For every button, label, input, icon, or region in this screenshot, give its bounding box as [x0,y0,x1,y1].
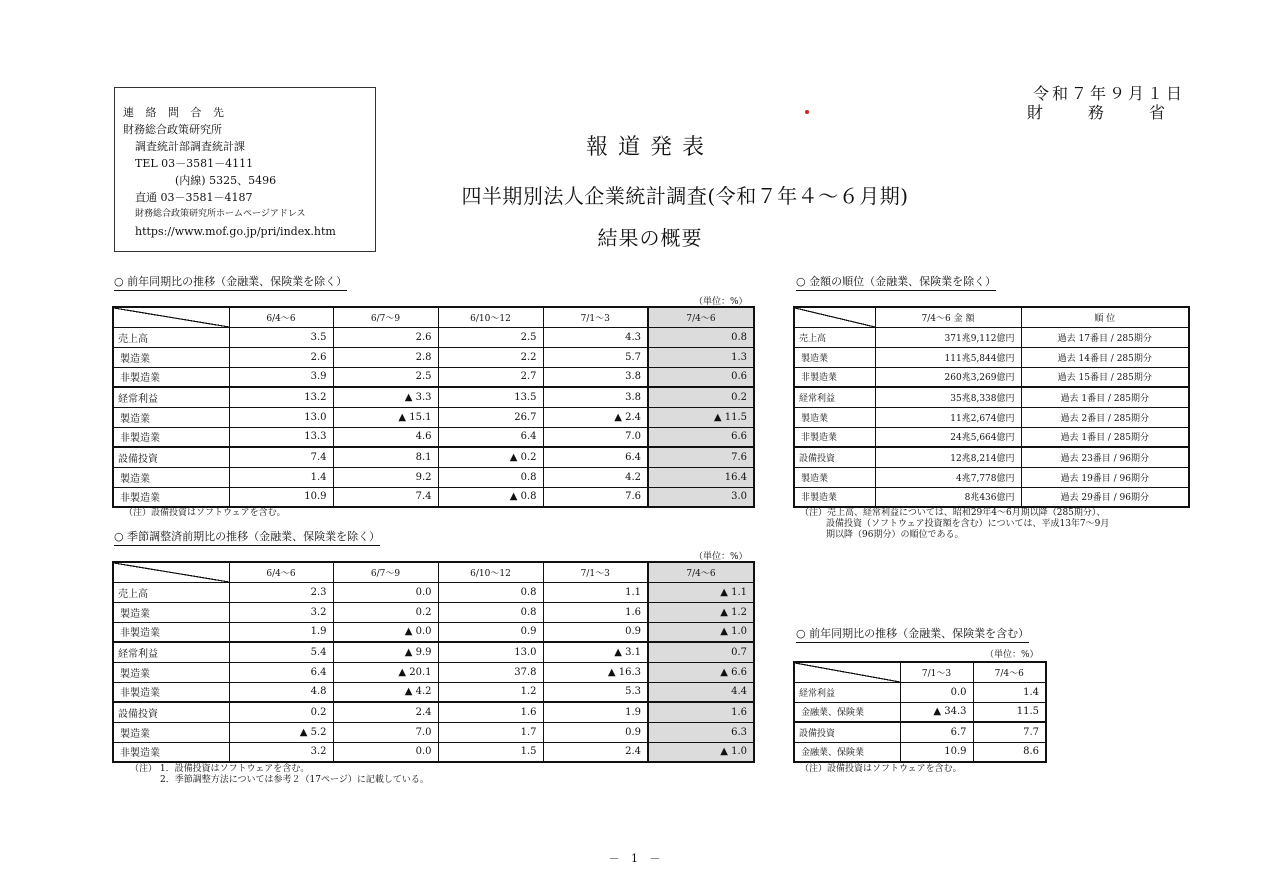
column-header-latest: 7/4～6 [648,307,754,327]
table-row [794,722,1046,742]
cell: 10.9 [900,742,973,762]
cell: 5.7 [543,347,648,367]
rank-cell: 過去 1番目 / 285期分 [1021,387,1189,407]
cell: 6.4 [543,447,648,467]
cell: 4.3 [543,327,648,347]
cell: 0.8 [438,602,543,622]
row-label: 金融業、保険業 [794,742,900,762]
row-label: 設備投資 [113,702,229,722]
table-header-row [794,307,1189,327]
column-header: 7/1～3 [543,307,648,327]
column-header: 7/1～3 [900,662,973,682]
cell: 13.0 [229,407,333,427]
cell-latest: 4.4 [648,682,754,702]
rank-cell: 過去 23番目 / 96期分 [1021,447,1189,467]
table2-note-1: （注） 1．設備投資はソフトウェアを含む。 [130,764,310,774]
amount-cell: 24兆5,664億円 [875,427,1021,447]
table-row [794,407,1189,427]
column-header: 6/7～9 [333,307,438,327]
table-row [113,742,754,762]
cell-latest: ▲ 1.0 [648,622,754,642]
row-label: 非製造業 [113,427,229,447]
cell-latest: 6.6 [648,427,754,447]
date-block [975,84,1185,122]
table-row [113,367,754,387]
table-row [113,487,754,507]
cell-latest: 1.3 [648,347,754,367]
row-label: 設備投資 [113,447,229,467]
cell: 7.7 [973,722,1046,742]
cell: 9.2 [333,467,438,487]
row-label: 非製造業 [113,487,229,507]
table-row [113,582,754,602]
row-label: 製造業 [113,347,229,367]
column-header: 7/4～6 [973,662,1046,682]
row-label: 設備投資 [794,447,875,467]
survey-title: 四半期別法人企業統計調査(令和７年４～６月期) [461,184,909,208]
cell: 0.9 [438,622,543,642]
cell: 0.0 [900,682,973,702]
cell-latest: ▲ 11.5 [648,407,754,427]
cell: 26.7 [438,407,543,427]
cell: 10.9 [229,487,333,507]
cell-latest: 1.6 [648,702,754,722]
cell: 4.2 [543,467,648,487]
contact-org: 財務総合政策研究所 [123,123,222,136]
cell: ▲ 15.1 [333,407,438,427]
amount-cell: 35兆8,338億円 [875,387,1021,407]
cell-latest: ▲ 6.6 [648,662,754,682]
cell: 2.3 [229,582,333,602]
cell: 0.9 [543,622,648,642]
corner-cell [794,662,900,682]
table2-note-2: 2．季節調整方法については参考２（17ページ）に記載している。 [160,775,429,785]
cell: 1.5 [438,742,543,762]
cell: 2.5 [333,367,438,387]
table-row [113,662,754,682]
cell: 2.4 [333,702,438,722]
table-row [794,347,1189,367]
cell: ▲ 34.3 [900,702,973,722]
row-label: 設備投資 [794,722,900,742]
cell: ▲ 9.9 [333,642,438,662]
cell: 1.9 [229,622,333,642]
table3-note-1: （注）売上高、経常利益については、昭和29年4～6月期以降（285期分）、 [800,508,1106,518]
table-row [113,387,754,407]
rank-cell: 過去 15番目 / 285期分 [1021,367,1189,387]
table3-note-2: 設備投資（ソフトウェア投資額を含む）については、平成13年7～9月 [826,519,1110,529]
cell: 7.0 [543,427,648,447]
cell: 11.5 [973,702,1046,722]
row-label: 売上高 [113,327,229,347]
cell: ▲ 20.1 [333,662,438,682]
row-label: 非製造業 [113,682,229,702]
cell: 1.4 [229,467,333,487]
cell: ▲ 4.2 [333,682,438,702]
table4-yoy-incl-finance [793,661,1047,763]
cell: ▲ 0.2 [438,447,543,467]
row-label: 非製造業 [794,427,875,447]
row-label: 製造業 [113,662,229,682]
table-row [113,447,754,467]
cell: 1.9 [543,702,648,722]
cell: 6.4 [438,427,543,447]
cell: 3.8 [543,387,648,407]
cell: 3.2 [229,742,333,762]
red-dot-mark [805,110,809,114]
cell: 1.1 [543,582,648,602]
cell: 3.2 [229,602,333,622]
table-row [113,622,754,642]
table-row [113,327,754,347]
table2-title: ○ 季節調整済前期比の推移（金融業、保険業を除く） [114,530,380,546]
cell: 0.8 [438,582,543,602]
cell-latest: 6.3 [648,722,754,742]
table-row [794,367,1189,387]
column-header: 7/1～3 [543,562,648,582]
table-row [113,407,754,427]
table-row [794,387,1189,407]
column-header-latest: 7/4～6 [648,562,754,582]
cell: 7.0 [333,722,438,742]
amount-cell: 12兆8,214億円 [875,447,1021,467]
cell-latest: 7.6 [648,447,754,467]
cell: 7.4 [333,487,438,507]
table-row [794,702,1046,722]
rank-cell: 過去 14番目 / 285期分 [1021,347,1189,367]
amount-cell: 260兆3,269億円 [875,367,1021,387]
table1-unit: （単位：%） [694,297,748,307]
cell: 0.0 [333,742,438,762]
cell: ▲ 16.3 [543,662,648,682]
row-label: 製造業 [794,467,875,487]
row-label: 売上高 [794,327,875,347]
contact-extension: (内線) 5325、5496 [175,174,277,187]
table-row [794,487,1189,507]
row-label: 非製造業 [794,487,875,507]
row-label: 非製造業 [794,367,875,387]
cell: 2.6 [229,347,333,367]
rank-cell: 過去 19番目 / 96期分 [1021,467,1189,487]
press-release-title: 報道発表 [585,135,714,160]
cell: 1.4 [973,682,1046,702]
table-row [794,447,1189,467]
corner-cell [794,307,875,327]
table1-note: （注）設備投資はソフトウェアを含む。 [124,508,286,518]
cell: 0.2 [333,602,438,622]
table-row [113,347,754,367]
column-header: 6/4～6 [229,562,333,582]
cell: 8.6 [973,742,1046,762]
cell: 7.4 [229,447,333,467]
cell: 13.0 [438,642,543,662]
cell: 5.4 [229,642,333,662]
table4-title: ○ 前年同期比の推移（金融業、保険業を含む） [796,627,1029,643]
table3-title: ○ 金額の順位（金融業、保険業を除く） [796,275,996,291]
column-header: 6/10～12 [438,562,543,582]
table-header-row [113,562,754,582]
cell: 6.7 [900,722,973,742]
cell-latest: 3.0 [648,487,754,507]
release-date: 令和７年９月１日 [1032,84,1185,103]
row-label: 製造業 [113,722,229,742]
column-header: 6/4～6 [229,307,333,327]
cell: 4.8 [229,682,333,702]
table-row [794,427,1189,447]
cell: 0.0 [333,582,438,602]
table2-seasonally-adjusted [112,561,755,763]
cell: 5.3 [543,682,648,702]
cell-latest: 0.7 [648,642,754,662]
table3-amount-rank [793,306,1190,508]
corner-cell [113,562,229,582]
row-label: 製造業 [113,467,229,487]
table-row [794,682,1046,702]
rank-cell: 過去 17番目 / 285期分 [1021,327,1189,347]
cell: 1.7 [438,722,543,742]
table1-title: ○ 前年同期比の推移（金融業、保険業を除く） [114,275,347,291]
cell: 2.8 [333,347,438,367]
table-row [794,467,1189,487]
table-row [794,327,1189,347]
row-label: 非製造業 [113,742,229,762]
table-row [113,467,754,487]
rank-cell: 過去 29番目 / 96期分 [1021,487,1189,507]
cell-latest: ▲ 1.0 [648,742,754,762]
cell: 6.4 [229,662,333,682]
cell: ▲ 3.3 [333,387,438,407]
contact-box [114,87,376,252]
table-header-row [794,662,1046,682]
table-row [113,642,754,662]
cell-latest: 0.6 [648,367,754,387]
amount-cell: 371兆9,112億円 [875,327,1021,347]
rank-cell: 過去 2番目 / 285期分 [1021,407,1189,427]
amount-cell: 8兆436億円 [875,487,1021,507]
table-row [113,602,754,622]
cell: ▲ 0.0 [333,622,438,642]
table3-note-3: 期以降（96期分）の順位である。 [826,530,964,540]
contact-tel: TEL 03－3581－4111 [135,157,254,170]
page-number: － 1 － [608,852,665,865]
row-label: 経常利益 [113,387,229,407]
row-label: 売上高 [113,582,229,602]
cell: 2.2 [438,347,543,367]
table-row [113,427,754,447]
cell: 4.6 [333,427,438,447]
cell-latest: 0.2 [648,387,754,407]
cell: ▲ 2.4 [543,407,648,427]
rank-cell: 過去 1番目 / 285期分 [1021,427,1189,447]
cell: ▲ 3.1 [543,642,648,662]
row-label: 非製造業 [113,622,229,642]
cell: 2.7 [438,367,543,387]
cell: 2.5 [438,327,543,347]
cell-latest: 16.4 [648,467,754,487]
table2-unit: （単位：%） [694,552,748,562]
cell: 1.6 [438,702,543,722]
contact-homepage-label: 財務総合政策研究所ホームページアドレス [135,209,306,219]
amount-cell: 4兆7,778億円 [875,467,1021,487]
column-header: 6/10～12 [438,307,543,327]
cell: 37.8 [438,662,543,682]
contact-url[interactable]: https://www.mof.go.jp/pri/index.htm [135,225,336,238]
table-row [794,742,1046,762]
summary-title: 結果の概要 [597,226,703,250]
cell: ▲ 5.2 [229,722,333,742]
column-header: 6/7～9 [333,562,438,582]
contact-heading: 連 絡 問 合 先 [123,106,228,119]
cell: 13.5 [438,387,543,407]
cell: 1.6 [543,602,648,622]
cell: 7.6 [543,487,648,507]
cell: 2.6 [333,327,438,347]
table4-unit: （単位：%） [985,650,1039,660]
row-label: 金融業、保険業 [794,702,900,722]
cell: 13.2 [229,387,333,407]
table1-yoy [112,306,755,508]
column-header: 順 位 [1021,307,1189,327]
cell: 2.4 [543,742,648,762]
cell-latest: ▲ 1.2 [648,602,754,622]
table-row [113,682,754,702]
cell: 3.8 [543,367,648,387]
cell: ▲ 0.8 [438,487,543,507]
row-label: 経常利益 [794,682,900,702]
cell: 13.3 [229,427,333,447]
row-label: 経常利益 [794,387,875,407]
cell: 3.9 [229,367,333,387]
table4-note: （注）設備投資はソフトウェアを含む。 [800,764,962,774]
row-label: 製造業 [113,602,229,622]
row-label: 製造業 [794,407,875,427]
column-header: 7/4～6 金 額 [875,307,1021,327]
table-row [113,702,754,722]
cell: 3.5 [229,327,333,347]
cell-latest: ▲ 1.1 [648,582,754,602]
cell: 0.2 [229,702,333,722]
table-row [113,722,754,742]
cell: 8.1 [333,447,438,467]
contact-dept: 調査統計部調査統計課 [135,140,245,153]
cell: 1.2 [438,682,543,702]
table-header-row [113,307,754,327]
corner-cell [113,307,229,327]
ministry-name: 財 務 省 [1026,103,1185,122]
cell: 0.8 [438,467,543,487]
cell: 0.9 [543,722,648,742]
row-label: 経常利益 [113,642,229,662]
amount-cell: 111兆5,844億円 [875,347,1021,367]
row-label: 製造業 [794,347,875,367]
amount-cell: 11兆2,674億円 [875,407,1021,427]
row-label: 製造業 [113,407,229,427]
row-label: 非製造業 [113,367,229,387]
cell-latest: 0.8 [648,327,754,347]
contact-direct: 直通 03－3581－4187 [135,191,253,204]
